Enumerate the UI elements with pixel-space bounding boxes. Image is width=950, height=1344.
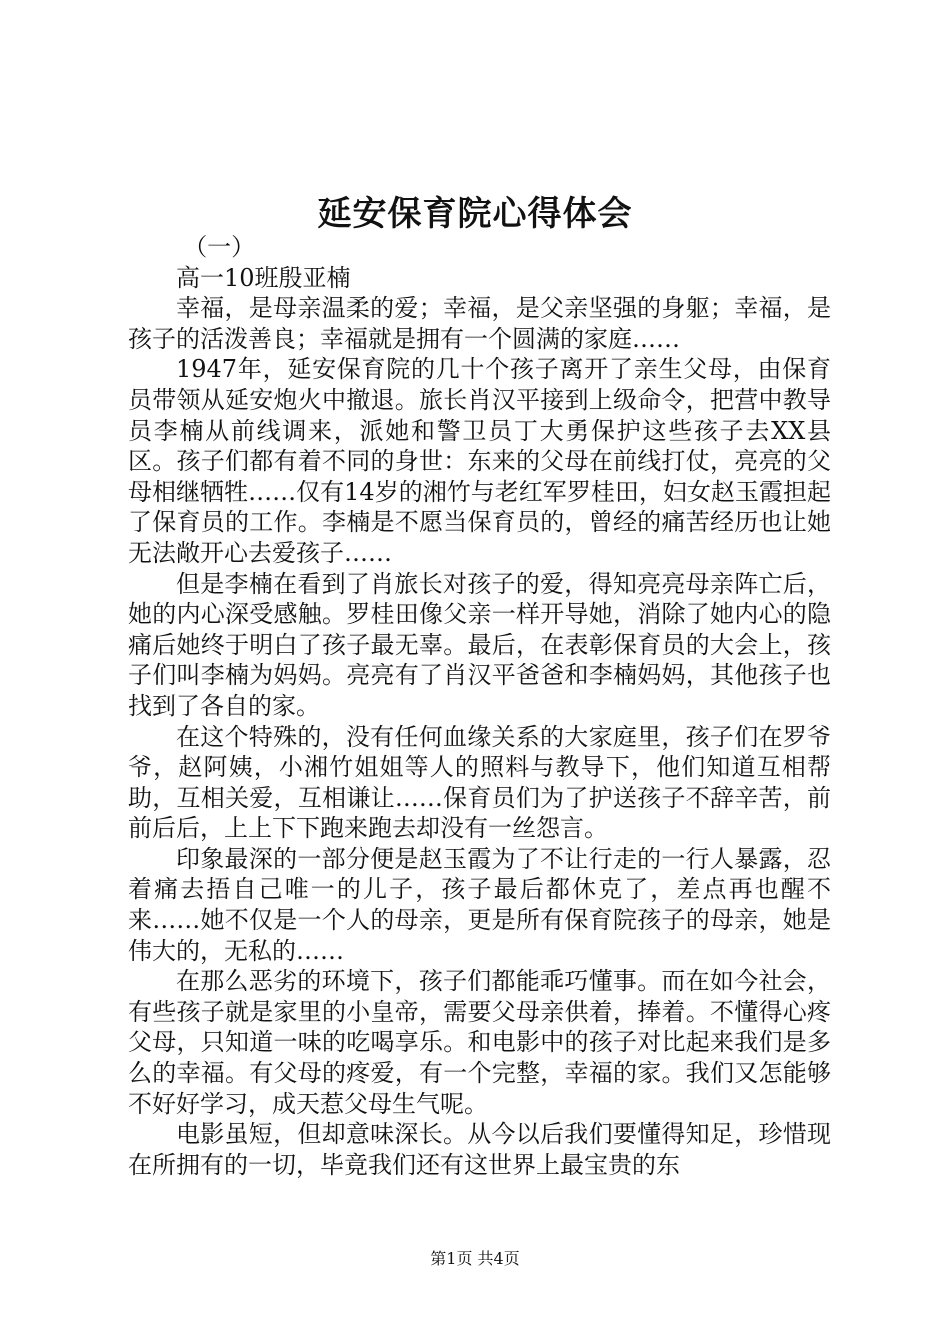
paragraph: 但是李楠在看到了肖旅长对孩子的爱，得知亮亮母亲阵亡后，她的内心深受感触。罗桂田像父亲一样开导她，消除了她内心的隐痛后她终于明白了孩子最无辜。最后，在表彰保育员的大会上，孩子们叫李楠为妈妈。亮亮有了肖汉平爸爸和李楠妈妈，其他孩子也找到了各自的家。	[128, 569, 831, 720]
paragraph: 电影虽短，但却意味深长。从今以后我们要懂得知足，珍惜现在所拥有的一切，毕竟我们还有这世界上最宝贵的东	[128, 1120, 831, 1179]
author-line: 高一10班殷亚楠	[176, 263, 351, 292]
document-body	[128, 232, 831, 1180]
paragraph: 幸福，是母亲温柔的爱；幸福，是父亲坚强的身躯；幸福，是孩子的活泼善良；幸福就是拥有一个圆满的家庭……	[128, 294, 831, 353]
paragraph: 在这个特殊的，没有任何血缘关系的大家庭里，孩子们在罗爷爷，赵阿姨，小湘竹姐姐等人的照料与教导下，他们知道互相帮助，互相关爱，互相谦让……保育员们为了护送孩子不辞辛苦，前前后后，上上下下跑来跑去却没有一丝怨言。	[128, 722, 831, 843]
paragraph: 印象最深的一部分便是赵玉霞为了不让行走的一行人暴露，忍着痛去捂自己唯一的儿子，孩子最后都休克了，差点再也醒不来……她不仅是一个人的母亲，更是所有保育院孩子的母亲，她是伟大的，无私的……	[128, 844, 831, 965]
paragraph: 在那么恶劣的环境下，孩子们都能乖巧懂事。而在如今社会，有些孩子就是家里的小皇帝，需要父母亲供着，捧着。不懂得心疼父母，只知道一味的吃喝享乐。和电影中的孩子对比起来我们是多么的幸福。有父母的疼爱，有一个完整，幸福的家。我们又怎能够不好好学习，成天惹父母生气呢。	[128, 967, 831, 1118]
paragraph: 1947年，延安保育院的几十个孩子离开了亲生父母，由保育员带领从延安炮火中撤退。旅长肖汉平接到上级命令，把营中教导员李楠从前线调来，派她和警卫员丁大勇保护这些孩子去XX县区。孩子们都有着不同的身世：东来的父母在前线打仗，亮亮的父母相继牺牲……仅有14岁的湘竹与老红军罗桂田，妇女赵玉霞担起了保育员的工作。李楠是不愿当保育员的，曾经的痛苦经历也让她无法敞开心去爱孩子……	[128, 355, 831, 567]
section-label: （一）	[183, 233, 256, 261]
document-title: 延安保育院心得体会	[317, 194, 633, 234]
page-footer: 第1页 共4页	[430, 1249, 520, 1268]
